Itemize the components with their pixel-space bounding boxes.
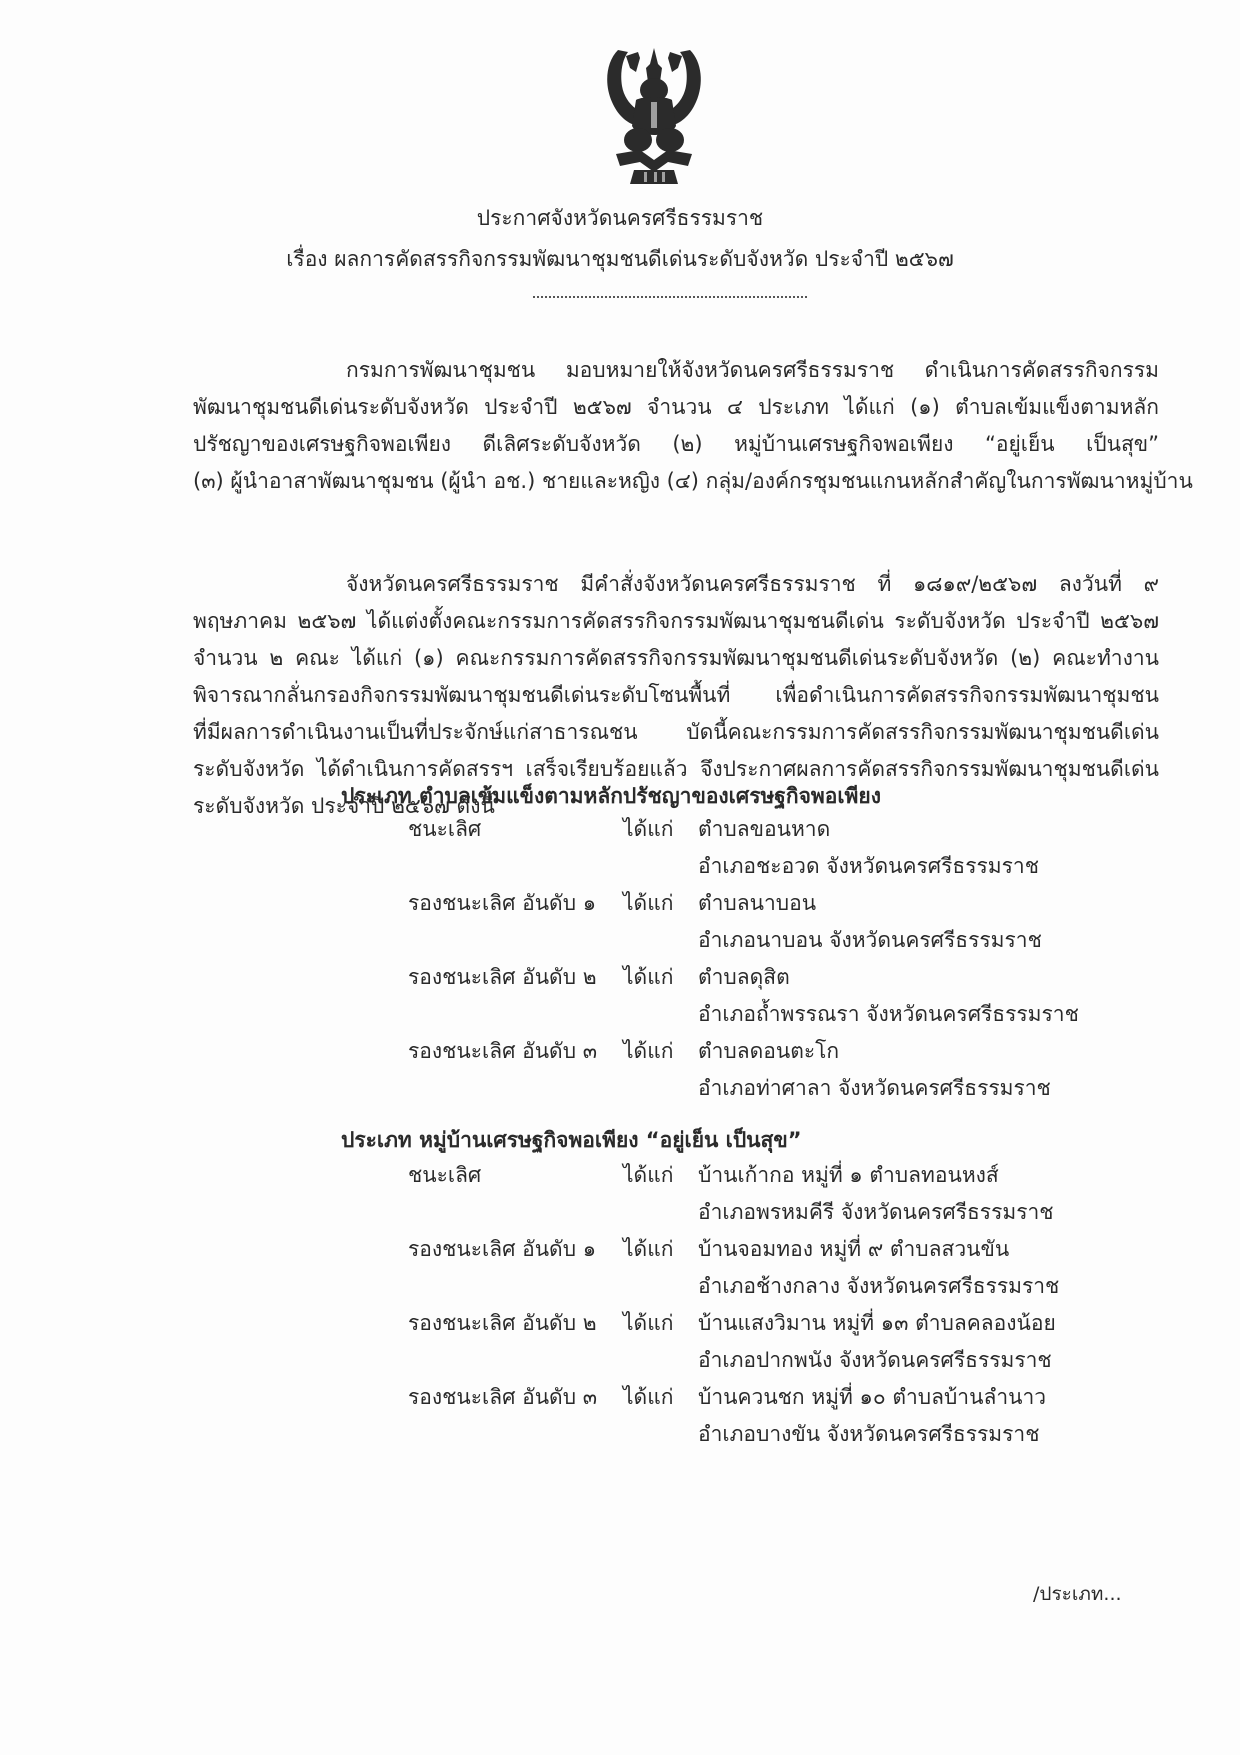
paragraph-line: จำนวน ๒ คณะ ได้แก่ (๑) คณะกรรมการคัดสรรกิจกรรมพัฒนาชุมชนดีเด่นระดับจังหวัด (๒) คณะทำงาน (193, 646, 1159, 670)
award-rank: รองชนะเลิศ อันดับ ๒ (408, 965, 597, 989)
category-heading-village: ประเภท หมู่บ้านเศรษฐกิจพอเพียง “อยู่เย็น เป็นสุข” (341, 1128, 802, 1152)
award-winner: บ้านควนชก หมู่ที่ ๑๐ ตำบลบ้านลำนาว (698, 1385, 1047, 1409)
award-rank: รองชนะเลิศ อันดับ ๑ (408, 1237, 597, 1261)
award-winner: บ้านแสงวิมาน หมู่ที่ ๑๓ ตำบลคลองน้อย (698, 1311, 1056, 1335)
award-label: ได้แก่ (623, 1039, 674, 1063)
paragraph-line: ระดับจังหวัด ประจำปี ๒๕๖๗ ดังนี้ (193, 794, 495, 818)
award-location: อำเภอชะอวด จังหวัดนครศรีธรรมราช (698, 854, 1039, 878)
award-label: ได้แก่ (623, 1385, 674, 1409)
award-location: อำเภอปากพนัง จังหวัดนครศรีธรรมราช (698, 1348, 1052, 1372)
paragraph-line: กรมการพัฒนาชุมชน มอบหมายให้จังหวัดนครศรีธรรมราช ดำเนินการคัดสรรกิจกรรม (346, 358, 1159, 382)
award-location: อำเภอพรหมคีรี จังหวัดนครศรีธรรมราช (698, 1200, 1054, 1224)
award-rank: ชนะเลิศ (408, 1163, 482, 1187)
award-location: อำเภอท่าศาลา จังหวัดนครศรีธรรมราช (698, 1076, 1051, 1100)
paragraph-line: พัฒนาชุมชนดีเด่นระดับจังหวัด ประจำปี ๒๕๖๗ จำนวน ๔ ประเภท ได้แก่ (๑) ตำบลเข้มแข็งตามหลัก (193, 395, 1159, 419)
award-winner: ตำบลดอนตะโก (698, 1039, 840, 1063)
award-winner: ตำบลนาบอน (698, 891, 817, 915)
paragraph-1 (193, 352, 1193, 500)
paragraph-line: จังหวัดนครศรีธรรมราช มีคำสั่งจังหวัดนครศรีธรรมราช ที่ ๑๘๑๙/๒๕๖๗ ลงวันที่ ๙ (346, 572, 1159, 596)
paragraph-line: ที่มีผลการดำเนินงานเป็นที่ประจักษ์แก่สาธารณชน บัดนี้คณะกรรมการคัดสรรกิจกรรมพัฒนาชุมชนดีเด่น (193, 720, 1159, 744)
award-label: ได้แก่ (623, 817, 674, 841)
announcement-title: ประกาศจังหวัดนครศรีธรรมราช (476, 206, 764, 230)
garuda-emblem-icon (598, 42, 710, 190)
award-winner: บ้านเก้ากอ หมู่ที่ ๑ ตำบลทอนหงส์ (698, 1163, 999, 1187)
paragraph-line: ปรัชญาของเศรษฐกิจพอเพียง ดีเลิศระดับจังหวัด (๒) หมู่บ้านเศรษฐกิจพอเพียง “อยู่เย็น เป็นสุข” (193, 432, 1159, 456)
award-label: ได้แก่ (623, 965, 674, 989)
award-rank: รองชนะเลิศ อันดับ ๓ (408, 1385, 598, 1409)
category-heading-subdistrict: ประเภท ตำบลเข้มแข็งตามหลักปรัชญาของเศรษฐกิจพอเพียง (341, 784, 881, 808)
award-winner: บ้านจอมทอง หมู่ที่ ๙ ตำบลสวนขัน (698, 1237, 1010, 1261)
paragraph-line: (๓) ผู้นำอาสาพัฒนาชุมชน (ผู้นำ อช.) ชายและหญิง (๔) กลุ่ม/องค์กรชุมชนแกนหลักสำคัญในการพัฒนาหมู่บ้าน (193, 469, 1193, 493)
award-rank: รองชนะเลิศ อันดับ ๒ (408, 1311, 597, 1335)
award-label: ได้แก่ (623, 1237, 674, 1261)
award-winner: ตำบลดุสิต (698, 965, 790, 989)
award-label: ได้แก่ (623, 1311, 674, 1335)
announcement-subject: เรื่อง ผลการคัดสรรกิจกรรมพัฒนาชุมชนดีเด่นระดับจังหวัด ประจำปี ๒๕๖๗ (286, 247, 954, 271)
award-location: อำเภอช้างกลาง จังหวัดนครศรีธรรมราช (698, 1274, 1060, 1298)
award-location: อำเภอนาบอน จังหวัดนครศรีธรรมราช (698, 928, 1042, 952)
page-continuation-marker: /ประเภท... (1033, 1583, 1122, 1605)
award-label: ได้แก่ (623, 1163, 674, 1187)
dotted-divider (533, 296, 807, 298)
paragraph-line: พฤษภาคม ๒๕๖๗ ได้แต่งตั้งคณะกรรมการคัดสรรกิจกรรมพัฒนาชุมชนดีเด่น ระดับจังหวัด ประจำปี ๒๕๖๗ (193, 609, 1159, 633)
paragraph-line: พิจารณากลั่นกรองกิจกรรมพัฒนาชุมชนดีเด่นระดับโซนพื้นที่ เพื่อดำเนินการคัดสรรกิจกรรมพัฒนาชุมชน (193, 683, 1159, 707)
award-rank: รองชนะเลิศ อันดับ ๑ (408, 891, 597, 915)
award-location: อำเภอบางขัน จังหวัดนครศรีธรรมราช (698, 1422, 1040, 1446)
award-rank: ชนะเลิศ (408, 817, 482, 841)
paragraph-line: ระดับจังหวัด ได้ดำเนินการคัดสรรฯ เสร็จเรียบร้อยแล้ว จึงประกาศผลการคัดสรรกิจกรรมพัฒนาชุมชนดีเด่น (193, 757, 1159, 781)
award-label: ได้แก่ (623, 891, 674, 915)
award-rank: รองชนะเลิศ อันดับ ๓ (408, 1039, 598, 1063)
award-winner: ตำบลขอนหาด (698, 817, 831, 841)
award-location: อำเภอถ้ำพรรณรา จังหวัดนครศรีธรรมราช (698, 1002, 1079, 1026)
